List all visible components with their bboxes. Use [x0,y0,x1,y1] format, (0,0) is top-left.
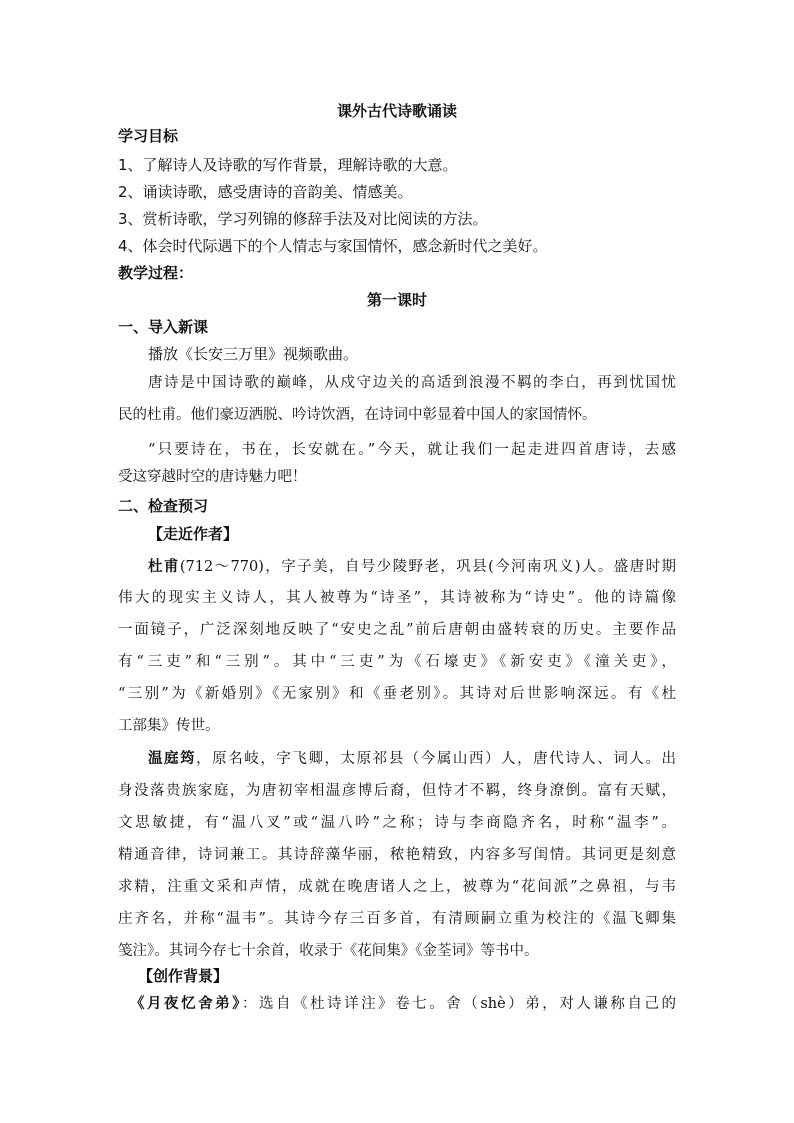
goal-item: 2、诵读诗歌，感受唐诗的音韵美、情感美。 [118,183,413,201]
paragraph-line: 求精，注重文采和声情，成就在晚唐诸人之上，被尊为“花间派”之鼻祖，与韦 [118,879,676,895]
paragraph-line: “三别”为《新婚别》《无家别》和《垂老别》。其诗对后世影响深远。有《杜 [118,686,676,702]
goal-item: 1、了解诗人及诗歌的写作背景，理解诗歌的大意。 [118,156,458,174]
paragraph-line: 庄齐名，并称“温韦”。其诗今存三百多首，有清顾嗣立重为校注的《温飞卿集 [118,911,676,927]
sub-heading: 【走近作者】 [148,525,239,543]
paragraph-line: 精通音律，诗词兼工。其诗辞藻华丽，秾艳精致，内容多写闺情。其词更是刻意 [118,847,676,863]
goal-item: 4、体会时代际遇下的个人情志与家国情怀，感念新时代之美好。 [118,237,548,255]
paragraph-line: 文思敏捷，有“温八叉”或“温八吟”之称；诗与李商隐齐名，时称“温李”。 [118,815,676,831]
section-heading: 二、检查预习 [118,497,209,515]
paragraph-line: 伟大的现实主义诗人，其人被尊为“诗圣”，其诗被称为“诗史”。他的诗篇像 [118,590,676,606]
paragraph-line: 受这穿越时空的唐诗魅力吧！ [118,469,307,485]
author-bio-text: ，原名岐，字飞卿，太原祁县（今属山西）人，唐代诗人、词人。出 [196,751,676,767]
poem-title: 《月夜忆舍弟》 [130,995,242,1012]
paragraph-line [148,749,676,769]
paragraph-line: 播放《长安三万里》视频歌曲。 [148,345,359,363]
lesson-heading: 第一课时 [366,291,427,309]
section-heading: 一、导入新课 [118,318,209,336]
paragraph-line: 工部集》传世。 [118,718,220,734]
author-name: 温庭筠 [148,750,197,767]
sub-heading: 【创作背景】 [138,967,229,985]
paragraph-line [148,557,676,577]
author-bio-text: (712～770)，字子美，自号少陵野老，巩县(今河南巩义)人。盛唐时期 [179,559,676,575]
background-text: ：选自《杜诗详注》卷七。舍（shè）弟，对人谦称自己的 [241,996,677,1012]
goal-item: 3、赏析诗歌，学习列锦的修辞手法及对比阅读的方法。 [118,210,488,228]
author-name: 杜甫 [148,558,180,575]
document-title: 课外古代诗歌诵读 [336,102,457,120]
paragraph-line: “只要诗在，书在，长安就在。”今天，就让我们一起走进四首唐诗，去感 [148,442,676,458]
paragraph-line: 民的杜甫。他们豪迈洒脱、吟诗饮酒，在诗词中彰显着中国人的家国情怀。 [118,407,597,423]
paragraph-line: 唐诗是中国诗歌的巅峰，从戍守边关的高适到浪漫不羁的李白，再到忧国忧 [148,375,676,391]
paragraph-line: 有“三吏”和“三别”。其中“三吏”为《石壕吏》《新安吏》《潼关吏》， [118,654,676,670]
paragraph-line [130,994,676,1014]
paragraph-line: 笺注》。其词今存七十余首，收录于《花间集》《金荃词》等书中。 [118,943,539,959]
paragraph-line: 一面镜子，广泛深刻地反映了“安史之乱”前后唐朝由盛转衰的历史。主要作品 [118,622,676,638]
process-heading: 教学过程： [118,264,194,282]
paragraph-line: 身没落贵族家庭，为唐初宰相温彦博后裔，但恃才不羁，终身潦倒。富有天赋， [118,783,676,799]
goals-heading: 学习目标 [118,127,179,145]
